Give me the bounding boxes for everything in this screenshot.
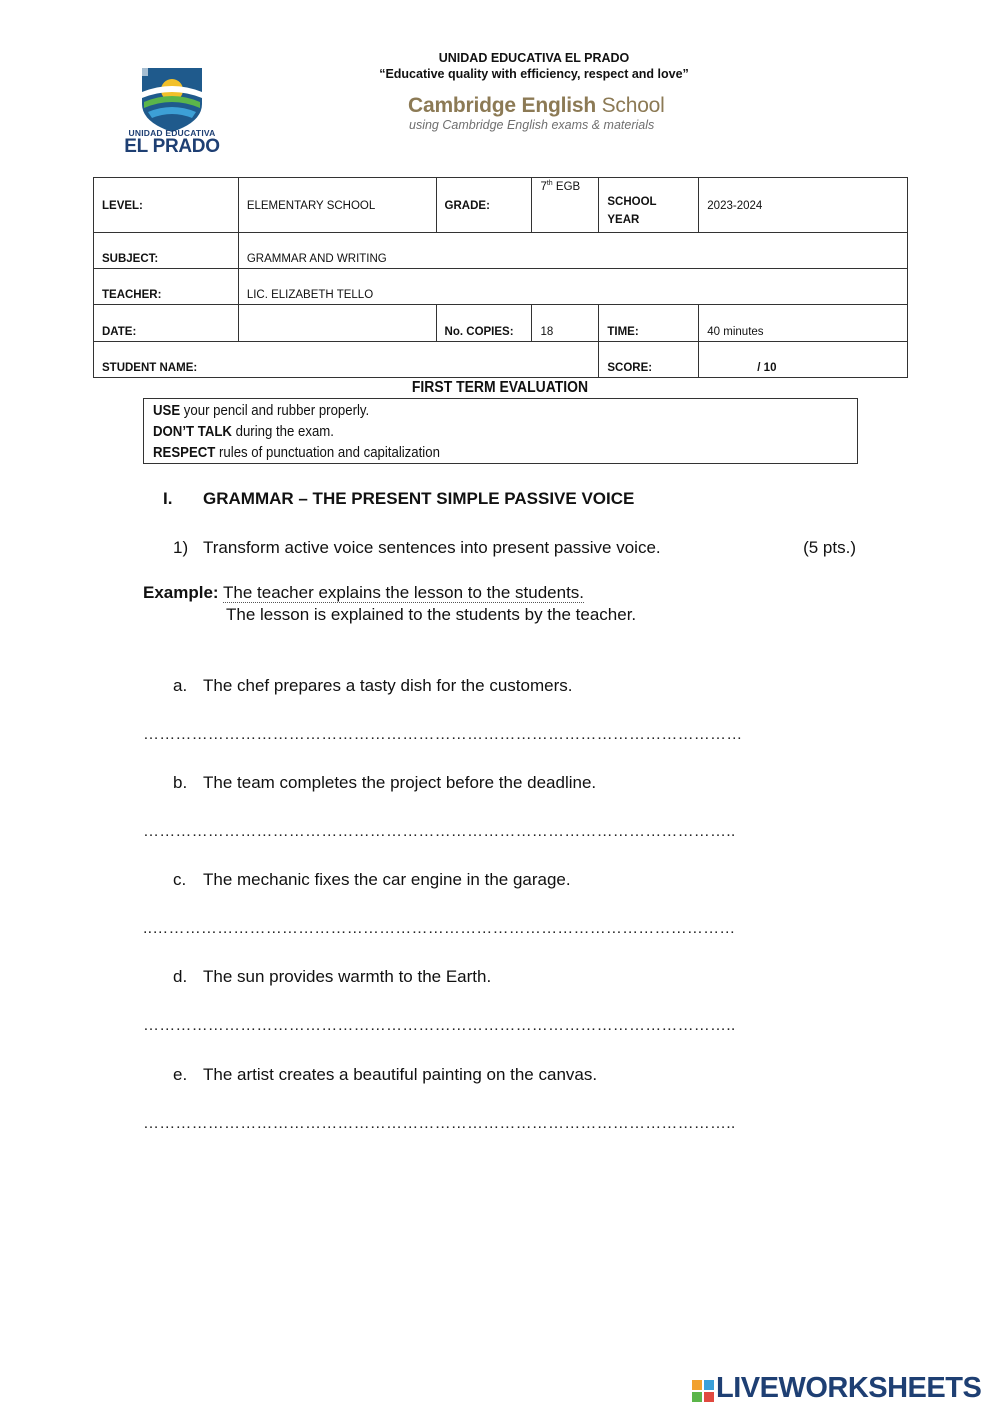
cambridge-logo-school: School	[601, 94, 665, 117]
example	[143, 583, 584, 603]
grade-suffix: th	[546, 180, 553, 187]
info-row-teacher	[94, 269, 908, 305]
cambridge-logo	[408, 94, 665, 118]
info-row-date	[94, 305, 908, 342]
copies-label: No. COPIES:	[436, 305, 532, 342]
grade-rest: EGB	[552, 180, 581, 193]
date-label: DATE:	[94, 305, 239, 342]
school-year-value: 2023-2024	[699, 178, 908, 233]
info-row-subject	[94, 233, 908, 269]
exam-rules-box	[143, 398, 858, 464]
section-heading	[163, 489, 634, 509]
example-label: Example:	[143, 583, 219, 602]
teacher-value: LIC. ELIZABETH TELLO	[238, 269, 907, 305]
rule-keyword: USE	[153, 402, 181, 419]
logo-text-top: UNIDAD EDUCATIVA	[128, 128, 216, 138]
cambridge-logo-main: Cambridge English	[408, 94, 596, 117]
question-c	[173, 870, 571, 890]
question-letter: d.	[173, 967, 188, 986]
grade-label: GRADE:	[436, 178, 532, 233]
subject-value: GRAMMAR AND WRITING	[238, 233, 907, 269]
question-d	[173, 967, 491, 987]
question-text: The chef prepares a tasty dish for the customers.	[203, 676, 573, 695]
student-name-label: STUDENT NAME:	[94, 342, 599, 378]
question-letter: e.	[173, 1065, 188, 1084]
instruction	[173, 538, 863, 558]
instruction-points: (5 pts.)	[803, 538, 856, 557]
time-value: 40 minutes	[699, 305, 908, 342]
rule-line	[153, 442, 765, 463]
answer-line-a[interactable]: …………………………………………………………………………………………………	[143, 726, 743, 743]
instruction-number: 1)	[173, 538, 189, 557]
question-e	[173, 1065, 597, 1085]
question-b	[173, 773, 596, 793]
teacher-label: TEACHER:	[94, 269, 239, 305]
answer-line-c[interactable]: ..………………………………………………………………………………………………	[143, 920, 736, 937]
answer-line-b[interactable]: ………………………………………………………………………………………………..	[143, 823, 736, 840]
question-letter: a.	[173, 676, 188, 695]
grade-number: 7	[540, 180, 547, 193]
score-label: SCORE:	[599, 342, 699, 378]
level-value: ELEMENTARY SCHOOL	[238, 178, 436, 233]
example-source: The teacher explains the lesson to the students.	[223, 583, 585, 602]
date-value[interactable]	[238, 305, 436, 342]
cambridge-subtitle: using Cambridge English exams & materials	[409, 118, 655, 132]
rule-line	[153, 400, 765, 421]
question-letter: c.	[173, 870, 187, 889]
question-text: The sun provides warmth to the Earth.	[203, 967, 492, 986]
time-label: TIME:	[599, 305, 699, 342]
exam-info-table	[93, 177, 908, 378]
rule-keyword: DON’T TALK	[153, 423, 232, 440]
copies-value: 18	[532, 305, 599, 342]
example-answer: The lesson is explained to the students by the teacher.	[226, 605, 637, 624]
school-motto: “Educative quality with efficiency, respect and love”	[379, 67, 689, 81]
subject-label: SUBJECT:	[94, 233, 239, 269]
level-label: LEVEL:	[94, 178, 239, 233]
liveworksheets-logo-icon	[692, 1380, 714, 1402]
logo-text-main: EL PRADO	[124, 136, 220, 157]
answer-line-d[interactable]: ………………………………………………………………………………………………..	[143, 1017, 736, 1034]
rule-keyword: RESPECT	[153, 444, 216, 461]
question-text: The mechanic fixes the car engine in the garage.	[203, 870, 571, 889]
school-name: UNIDAD EDUCATIVA EL PRADO	[438, 51, 630, 65]
liveworksheets-brand: LIVEWORKSHEETS	[716, 1372, 982, 1404]
question-text: The team completes the project before the deadline.	[203, 773, 597, 792]
evaluation-title: FIRST TERM EVALUATION	[411, 379, 589, 396]
info-row-level	[94, 178, 908, 233]
section-number: I.	[163, 489, 173, 508]
question-letter: b.	[173, 773, 188, 792]
score-value: / 10	[699, 342, 908, 378]
question-a	[173, 676, 572, 696]
answer-line-e[interactable]: ………………………………………………………………………………………………..	[143, 1115, 736, 1132]
instruction-text: Transform active voice sentences into present passive voice.	[203, 538, 661, 557]
school-year-label: SCHOOL YEAR	[599, 178, 699, 233]
rule-text: during the exam.	[231, 423, 334, 440]
section-title: GRAMMAR – THE PRESENT SIMPLE PASSIVE VOICE	[203, 489, 635, 508]
info-row-student	[94, 342, 908, 378]
rule-text: rules of punctuation and capitalization	[215, 444, 440, 461]
rule-text: your pencil and rubber properly.	[180, 402, 370, 419]
grade-value	[532, 178, 599, 233]
rule-line	[153, 421, 765, 442]
question-text: The artist creates a beautiful painting on the canvas.	[203, 1065, 598, 1084]
